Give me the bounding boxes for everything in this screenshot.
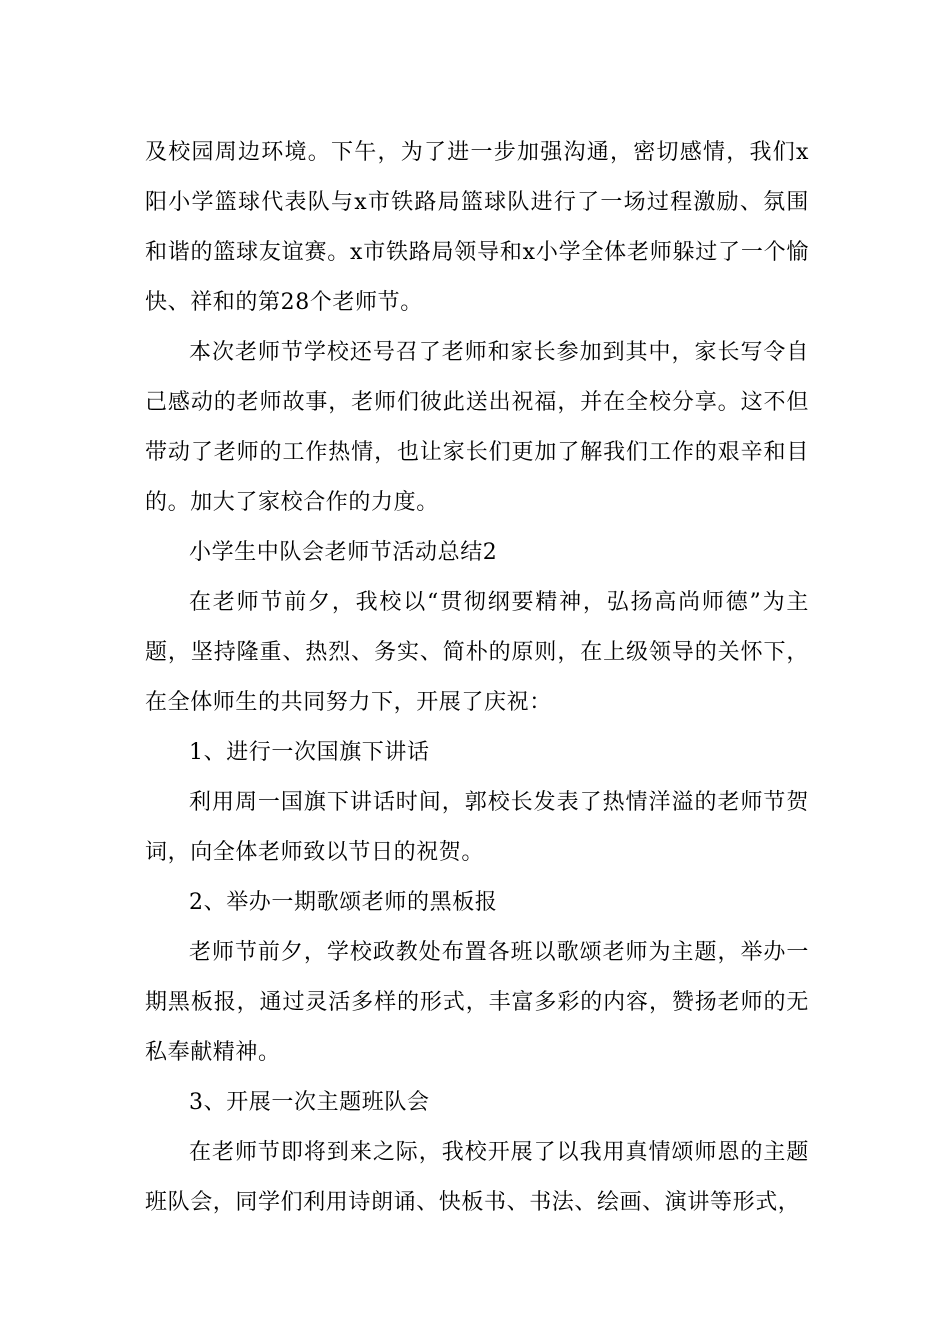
paragraph-3: 在老师节前夕，我校以“贯彻纲要精神，弘扬高尚师德”为主题，坚持隆重、热烈、务实、简朴的原则，在上级领导的关怀下，在全体师生的共同努力下，开展了庆祝： <box>145 590 809 715</box>
paragraph-2: 本次老师节学校还号召了老师和家长参加到其中，家长写令自己感动的老师故事，老师们彼此送出祝福，并在全校分享。这不但带动了老师的工作热情，也让家长们更加了解我们工作的艰辛和目的。加大了家校合作的力度。 <box>145 340 809 515</box>
list-heading-1: 1、进行一次国旗下讲话 <box>189 740 430 765</box>
document-page <box>145 128 809 1228</box>
paragraph-4: 利用周一国旗下讲话时间，郭校长发表了热情洋溢的老师节贺词，向全体老师致以节日的祝贺。 <box>145 790 809 865</box>
paragraph-1: 及校园周边环境。下午，为了进一步加强沟通，密切感情，我们x阳小学篮球代表队与x市铁路局篮球队进行了一场过程激励、氛围和谐的篮球友谊赛。x市铁路局领导和x小学全体老师躲过了一个愉快、祥和的第28个老师节。 <box>145 140 809 315</box>
section-title: 小学生中队会老师节活动总结2 <box>189 540 498 565</box>
list-heading-3: 3、开展一次主题班队会 <box>189 1090 430 1115</box>
paragraph-5: 老师节前夕，学校政教处布置各班以歌颂老师为主题，举办一期黑板报，通过灵活多样的形式，丰富多彩的内容，赞扬老师的无私奉献精神。 <box>145 940 809 1065</box>
list-heading-2: 2、举办一期歌颂老师的黑板报 <box>189 890 498 915</box>
paragraph-6: 在老师节即将到来之际，我校开展了以我用真情颂师恩的主题班队会，同学们利用诗朗诵、快板书、书法、绘画、演讲等形式， <box>145 1140 809 1215</box>
